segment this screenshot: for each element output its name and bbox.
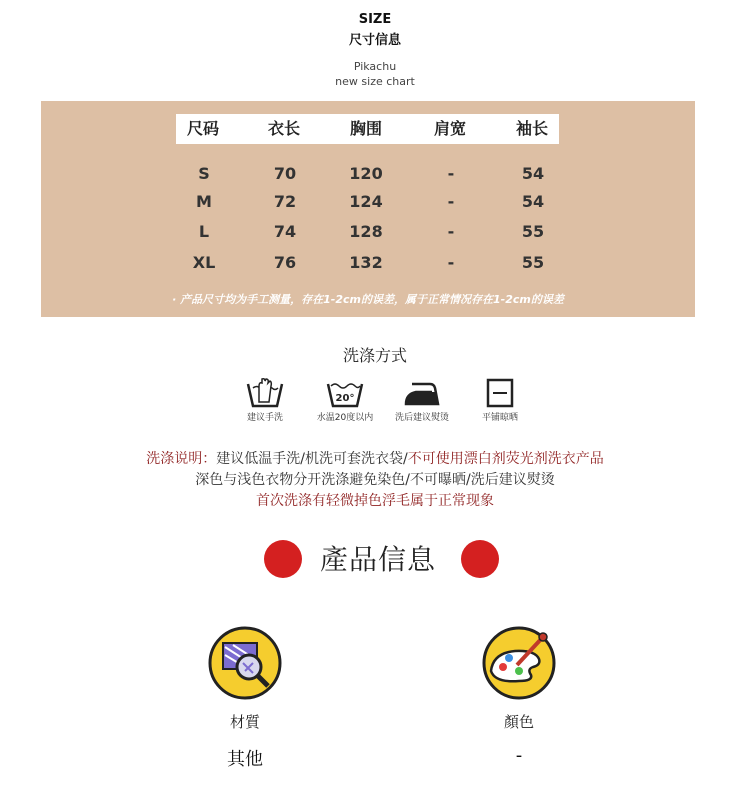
table-cell: 124 <box>349 192 383 211</box>
column-header-size: 尺码 <box>186 119 219 138</box>
column-header-chest: 胸围 <box>349 119 382 138</box>
material-magnifier-icon <box>205 625 285 701</box>
table-cell: S <box>198 164 210 183</box>
hand-wash-label: 建议手洗 <box>246 413 283 423</box>
table-cell: 70 <box>273 164 297 183</box>
wash-temp-label: 20° <box>335 393 355 404</box>
size-table-panel <box>41 101 695 317</box>
table-cell: 74 <box>273 222 297 241</box>
flat-dry-label: 平铺晾晒 <box>481 413 518 423</box>
product-info-title: 產品信息 <box>320 543 437 576</box>
wash-instruction-line-1 <box>0 448 750 468</box>
palette-icon <box>479 625 559 701</box>
table-cell: 55 <box>521 253 545 272</box>
color-label: 顏色 <box>503 713 534 731</box>
table-cell: - <box>447 164 455 183</box>
table-cell: - <box>447 192 455 211</box>
size-subtitle: 尺寸信息 <box>348 33 401 48</box>
table-cell: 55 <box>521 222 545 241</box>
red-dot-left <box>264 540 302 578</box>
material-value: 其他 <box>227 749 263 770</box>
table-cell: 54 <box>521 192 545 211</box>
iron-label: 洗后建议熨烫 <box>394 413 449 423</box>
red-dot-right <box>461 540 499 578</box>
table-cell: XL <box>192 253 216 272</box>
wash-20-degree-icon <box>325 376 365 410</box>
table-cell: 128 <box>349 222 383 241</box>
size-title: SIZE <box>358 12 392 27</box>
wash-temp-text: 水温20度以内 <box>316 413 374 423</box>
column-header-sleeve: 袖长 <box>515 119 548 138</box>
table-cell: 54 <box>521 164 545 183</box>
washing-title: 洗涤方式 <box>342 346 407 365</box>
material-label: 材質 <box>229 713 260 731</box>
wash-instruction-line-2: 深色与浅色衣物分开洗涤避免染色/不可曝晒/洗后建议熨烫 <box>195 472 555 488</box>
measurement-note: · 产品尺寸均为手工测量，存在1-2cm的误差，属于正常情况存在1-2cm的误差 <box>172 293 564 306</box>
table-cell: L <box>198 222 210 241</box>
color-value: - <box>515 745 523 766</box>
column-header-shoulder: 肩宽 <box>433 119 466 138</box>
table-cell: 76 <box>273 253 297 272</box>
column-header-length: 衣长 <box>267 119 300 138</box>
table-cell: M <box>196 192 212 211</box>
table-cell: - <box>447 253 455 272</box>
table-cell: - <box>447 222 455 241</box>
wash-warning-text: 不可使用漂白剂荧光剂洗衣产品 <box>407 451 604 467</box>
wash-instruction-line-3: 首次洗涤有轻微掉色浮毛属于正常现象 <box>256 493 494 509</box>
wash-instruction-text: 建议低温手洗/机洗可套洗衣袋/ <box>216 451 408 467</box>
chart-name: new size chart <box>335 75 415 88</box>
table-cell: 120 <box>349 164 383 183</box>
flat-dry-icon <box>480 376 520 410</box>
hand-wash-icon <box>245 376 285 410</box>
product-name: Pikachu <box>353 60 397 73</box>
iron-icon <box>402 376 442 410</box>
table-cell: 132 <box>349 253 383 272</box>
wash-instruction-label: 洗涤说明： <box>146 451 217 467</box>
table-cell: 72 <box>273 192 297 211</box>
